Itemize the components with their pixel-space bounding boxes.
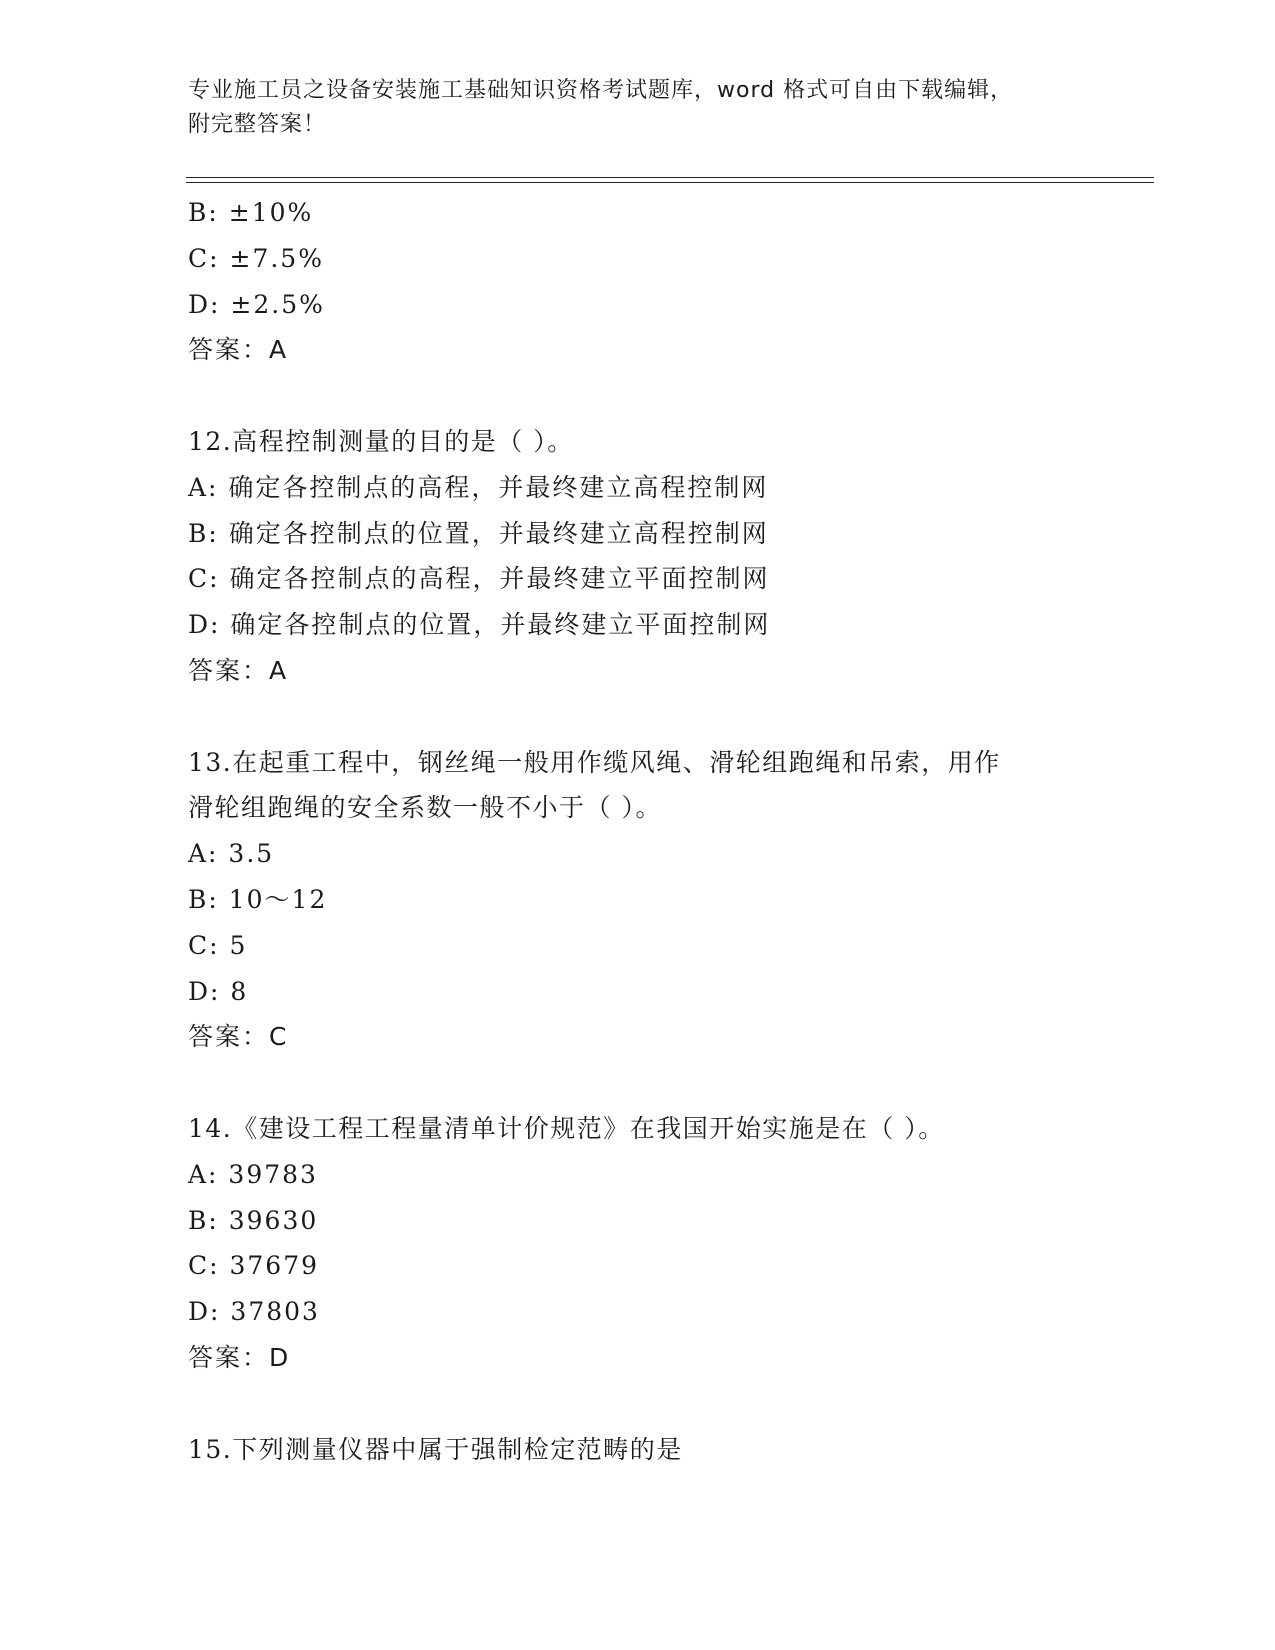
question-12	[188, 419, 1088, 694]
question-15	[188, 1427, 1088, 1473]
option-a: A: 39783	[188, 1159, 318, 1189]
option-a: A: 确定各控制点的高程，并最终建立高程控制网	[188, 472, 769, 502]
option-b: B: 10～12	[188, 884, 328, 914]
question-stem: 15.下列测量仪器中属于强制检定范畴的是	[188, 1434, 683, 1464]
question-14	[188, 1106, 1088, 1381]
header-divider-bottom	[186, 182, 1154, 183]
question-list	[188, 190, 1088, 1472]
spacer	[188, 373, 1088, 419]
question-stem: 14.《建设工程工程量清单计价规范》在我国开始实施是在（ ）。	[188, 1113, 945, 1143]
answer-line: 答案：A	[188, 335, 289, 365]
header-line-2: 附完整答案！	[188, 112, 327, 137]
question-stem: 13.在起重工程中，钢丝绳一般用作缆风绳、滑轮组跑绳和吊索，用作	[188, 747, 1001, 777]
option-b: B: ±10%	[188, 198, 314, 227]
question-stem-continued: 滑轮组跑绳的安全系数一般不小于（ ）。	[188, 793, 662, 823]
option-d: D: 确定各控制点的位置，并最终建立平面控制网	[188, 610, 771, 640]
option-c: C: 确定各控制点的高程，并最终建立平面控制网	[188, 564, 770, 594]
option-c: C: 37679	[188, 1251, 320, 1281]
spacer	[188, 1060, 1088, 1106]
answer-line: 答案：C	[188, 1022, 289, 1052]
answer-line: 答案：D	[188, 1342, 291, 1372]
question-stem: 12.高程控制测量的目的是（ ）。	[188, 426, 574, 456]
question-13	[188, 740, 1088, 1061]
header-line-1: 专业施工员之设备安装施工基础知识资格考试题库，word 格式可自由下载编辑，	[188, 78, 1014, 103]
option-a: A: 3.5	[188, 839, 275, 869]
option-d: D: ±2.5%	[188, 289, 325, 319]
header-divider-top	[186, 177, 1154, 178]
option-c: C: ±7.5%	[188, 243, 324, 273]
page-header	[188, 74, 1068, 142]
option-c: C: 5	[188, 930, 248, 960]
option-b: B: 确定各控制点的位置，并最终建立高程控制网	[188, 518, 769, 548]
option-b: B: 39630	[188, 1205, 319, 1235]
answer-line: 答案：A	[188, 655, 289, 685]
option-d: D: 37803	[188, 1297, 320, 1327]
option-d: D: 8	[188, 976, 249, 1006]
spacer	[188, 694, 1088, 740]
spacer	[188, 1381, 1088, 1427]
